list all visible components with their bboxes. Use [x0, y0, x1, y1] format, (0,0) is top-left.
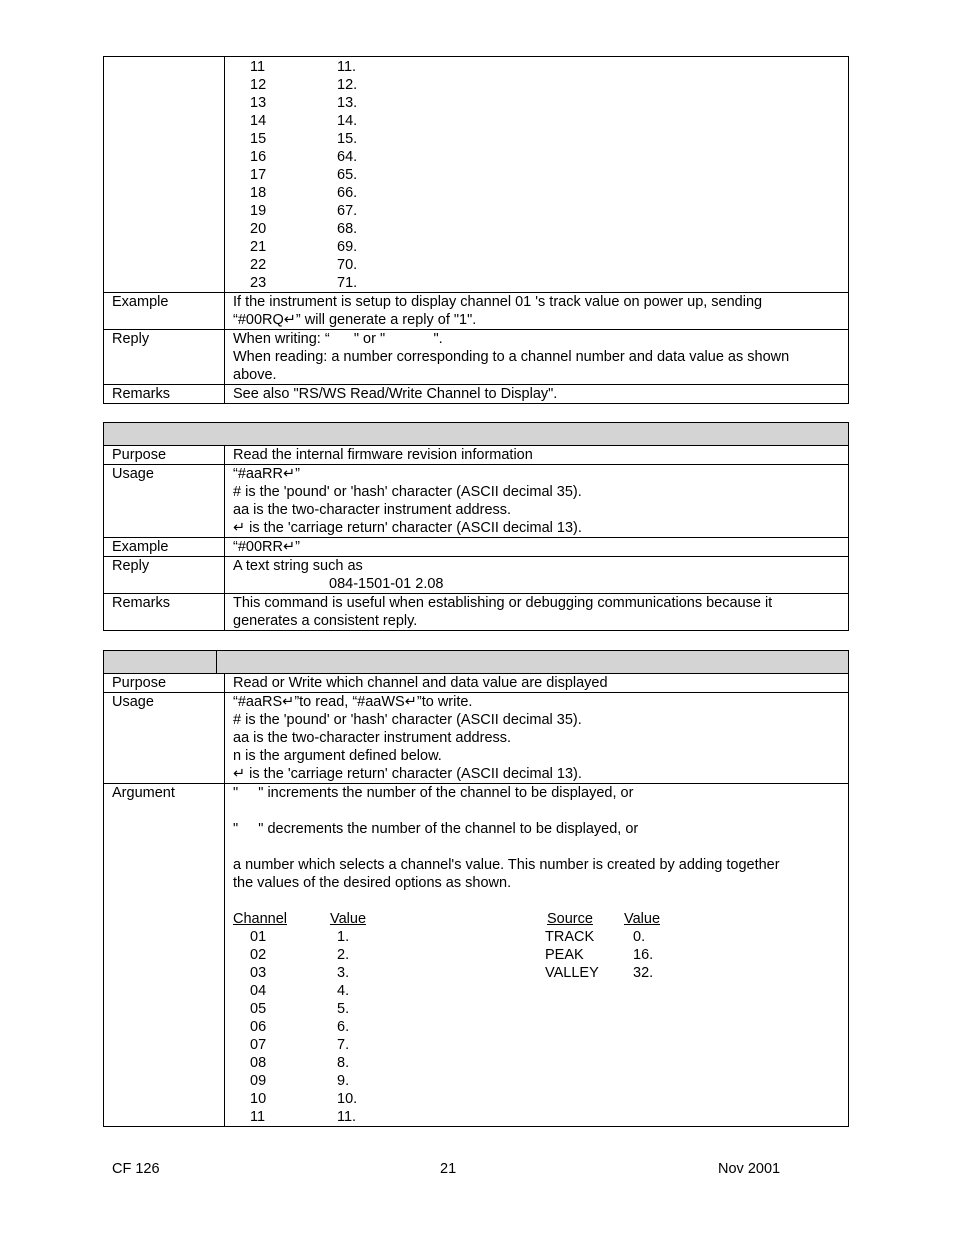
- channel-value-row: [233, 1000, 545, 1018]
- channel-number: 22: [250, 257, 267, 273]
- channel-number: 15: [250, 131, 267, 147]
- channel-number: 11: [250, 59, 266, 75]
- channel-number: 18: [250, 185, 267, 201]
- channel-number: 19: [250, 203, 267, 219]
- example-line: If the instrument is setup to display channel 01 's track value on power up, sending: [233, 294, 763, 310]
- channel-number: 12: [250, 77, 267, 93]
- channel-value-row: [233, 166, 848, 184]
- example-row: [104, 292, 848, 329]
- purpose-row: [104, 445, 848, 464]
- arg-number-line: the values of the desired options as shown.: [233, 875, 512, 891]
- remarks-line: generates a consistent reply.: [233, 613, 418, 629]
- channel-value-row: [233, 130, 848, 148]
- channel-value-row: [233, 202, 848, 220]
- remarks-line: See also "RS/WS Read/Write Channel to Display".: [233, 386, 558, 402]
- channel-code-value: 7.: [337, 1037, 350, 1053]
- source-value-row: [545, 964, 679, 982]
- channel-code-value: 70.: [337, 257, 358, 273]
- channel-value-row: [233, 220, 848, 238]
- channel-code-value: 9.: [337, 1073, 350, 1089]
- reply-line: When writing: “ " or " ".: [233, 331, 443, 347]
- source-value-header: Value: [624, 911, 661, 927]
- channel-code-value: 8.: [337, 1055, 350, 1071]
- table-header-bar: [104, 423, 848, 445]
- channel-number: 17: [250, 167, 267, 183]
- source-value: 32.: [633, 965, 654, 981]
- reply-row: [104, 556, 848, 593]
- example-line: “#00RQ↵” will generate a reply of "1".: [233, 312, 477, 328]
- channel-code-value: 64.: [337, 149, 358, 165]
- channel-code-value: 13.: [337, 95, 358, 111]
- usage-line: n is the argument defined below.: [233, 748, 442, 764]
- channel-code-value: 10.: [337, 1091, 358, 1107]
- source-value-table: [545, 910, 679, 1126]
- channel-code-value: 1.: [337, 929, 350, 945]
- channel-number: 14: [250, 113, 267, 129]
- purpose-row: [104, 673, 848, 692]
- channel-number: 03: [250, 965, 267, 981]
- example-text: “#00RR↵”: [233, 539, 300, 555]
- argument-row: [104, 783, 848, 1126]
- channel-list-row: [104, 57, 848, 292]
- source-table-header: [545, 910, 679, 928]
- channel-code-value: 3.: [337, 965, 350, 981]
- remarks-content: [225, 594, 848, 630]
- reply-version: 084-1501-01 2.08: [329, 576, 444, 592]
- channel-value-row: [233, 1018, 545, 1036]
- source-name: PEAK: [545, 947, 584, 963]
- channel-code-value: 65.: [337, 167, 358, 183]
- channel-code-value: 71.: [337, 275, 358, 291]
- reply-label: Reply: [104, 557, 225, 593]
- channel-number: 05: [250, 1001, 267, 1017]
- channel-value-row: [233, 1072, 545, 1090]
- channel-value-row: [233, 946, 545, 964]
- channel-value-row: [233, 982, 545, 1000]
- spacer: [233, 838, 848, 856]
- footer-doc-id: CF 126: [112, 1161, 160, 1177]
- channel-value-row: [233, 1090, 545, 1108]
- channel-code-value: 2.: [337, 947, 350, 963]
- channel-number: 11: [250, 1109, 266, 1125]
- channel-code-value: 14.: [337, 113, 358, 129]
- value-header: Value: [330, 911, 367, 927]
- channel-number: 02: [250, 947, 267, 963]
- example-row: [104, 537, 848, 556]
- reply-content: [225, 330, 848, 384]
- channel-number: 13: [250, 95, 267, 111]
- channel-number: 07: [250, 1037, 267, 1053]
- channel-value-row: [233, 94, 848, 112]
- usage-label: Usage: [104, 693, 225, 783]
- usage-line: ↵ is the 'carriage return' character (ASCII decimal 13).: [233, 766, 582, 782]
- usage-line: “#aaRR↵”: [233, 466, 300, 482]
- channel-code-value: 66.: [337, 185, 358, 201]
- remarks-row: [104, 384, 848, 403]
- spacer: [233, 892, 848, 910]
- channel-value-row: [233, 1054, 545, 1072]
- channel-value-list: [225, 57, 848, 292]
- source-value: 0.: [633, 929, 646, 945]
- argument-content: [225, 784, 848, 1126]
- channel-header: Channel: [233, 911, 288, 927]
- channel-code-value: 6.: [337, 1019, 350, 1035]
- arg-decrement: " " decrements the number of the channel to be displayed, or: [233, 821, 639, 837]
- channel-value-row: [233, 274, 848, 292]
- usage-content: [225, 693, 848, 783]
- source-value-list: [545, 928, 679, 982]
- channel-code-value: 15.: [337, 131, 358, 147]
- table-header-bar: [104, 651, 848, 673]
- channel-number: 08: [250, 1055, 267, 1071]
- reply-content: [225, 557, 848, 593]
- spacer: [233, 802, 848, 820]
- purpose-label: Purpose: [104, 446, 225, 464]
- channel-number: 23: [250, 275, 267, 291]
- remarks-label: Remarks: [104, 385, 225, 403]
- footer-date: Nov 2001: [718, 1161, 781, 1177]
- channel-code-value: 5.: [337, 1001, 350, 1017]
- channel-value-row: [233, 928, 545, 946]
- channel-number: 06: [250, 1019, 267, 1035]
- usage-row: [104, 692, 848, 783]
- source-value-row: [545, 928, 679, 946]
- usage-row: [104, 464, 848, 537]
- channel-value-row: [233, 1108, 545, 1126]
- purpose-label: Purpose: [104, 674, 225, 692]
- remarks-row: [104, 593, 848, 630]
- remarks-label: Remarks: [104, 594, 225, 630]
- arg-number-line: a number which selects a channel's value. This number is created by adding together: [233, 857, 780, 873]
- source-header: Source: [547, 911, 593, 927]
- empty-label-cell: [104, 57, 225, 292]
- channel-value-list: [233, 928, 545, 1126]
- channel-value-row: [233, 76, 848, 94]
- usage-line: “#aaRS↵”to read, “#aaWS↵”to write.: [233, 694, 473, 710]
- reply-line: When reading: a number corresponding to a channel number and data value as shown: [233, 349, 790, 365]
- usage-content: [225, 465, 848, 537]
- channel-value-row: [233, 238, 848, 256]
- reply-line: A text string such as: [233, 558, 363, 574]
- channel-value-row: [233, 964, 545, 982]
- channel-table-continued: [103, 56, 849, 404]
- example-label: Example: [104, 538, 225, 556]
- channel-value-row: [233, 256, 848, 274]
- channel-table-header: [233, 910, 545, 928]
- channel-number: 04: [250, 983, 267, 999]
- remarks-line: This command is useful when establishing or debugging communications because it: [233, 595, 773, 611]
- channel-code-value: 11.: [337, 1109, 357, 1125]
- header-divider: [104, 651, 217, 673]
- argument-label: Argument: [104, 784, 225, 1126]
- channel-number: 01: [250, 929, 267, 945]
- channel-code-value: 11.: [337, 59, 357, 75]
- channel-code-value: 68.: [337, 221, 358, 237]
- argument-value-tables: [233, 910, 848, 1126]
- source-value-row: [545, 946, 679, 964]
- purpose-text: Read the internal firmware revision information: [233, 447, 533, 463]
- rs-ws-command-table: [103, 650, 849, 1127]
- channel-code-value: 69.: [337, 239, 358, 255]
- source-value: 16.: [633, 947, 654, 963]
- source-name: VALLEY: [545, 965, 599, 981]
- channel-number: 20: [250, 221, 267, 237]
- rr-command-table: [103, 422, 849, 631]
- channel-value-row: [233, 1036, 545, 1054]
- channel-value-row: [233, 58, 848, 76]
- channel-value-row: [233, 184, 848, 202]
- channel-value-table: [233, 910, 545, 1126]
- reply-line: above.: [233, 367, 277, 383]
- channel-code-value: 67.: [337, 203, 358, 219]
- channel-value-row: [233, 112, 848, 130]
- reply-label: Reply: [104, 330, 225, 384]
- example-content: [225, 293, 848, 329]
- usage-line: aa is the two-character instrument address.: [233, 730, 512, 746]
- usage-line: # is the 'pound' or 'hash' character (ASCII decimal 35).: [233, 712, 582, 728]
- usage-line: ↵ is the 'carriage return' character (ASCII decimal 13).: [233, 520, 582, 536]
- channel-value-row: [233, 148, 848, 166]
- usage-line: # is the 'pound' or 'hash' character (ASCII decimal 35).: [233, 484, 582, 500]
- source-name: TRACK: [545, 929, 595, 945]
- channel-code-value: 12.: [337, 77, 358, 93]
- usage-label: Usage: [104, 465, 225, 537]
- channel-number: 21: [250, 239, 267, 255]
- example-label: Example: [104, 293, 225, 329]
- channel-number: 10: [250, 1091, 267, 1107]
- channel-number: 16: [250, 149, 267, 165]
- arg-increment: " " increments the number of the channel to be displayed, or: [233, 785, 634, 801]
- remarks-content: [225, 385, 848, 403]
- footer-page-number: 21: [440, 1161, 457, 1177]
- purpose-text: Read or Write which channel and data value are displayed: [233, 675, 608, 691]
- channel-number: 09: [250, 1073, 267, 1089]
- reply-row: [104, 329, 848, 384]
- channel-code-value: 4.: [337, 983, 350, 999]
- usage-line: aa is the two-character instrument address.: [233, 502, 512, 518]
